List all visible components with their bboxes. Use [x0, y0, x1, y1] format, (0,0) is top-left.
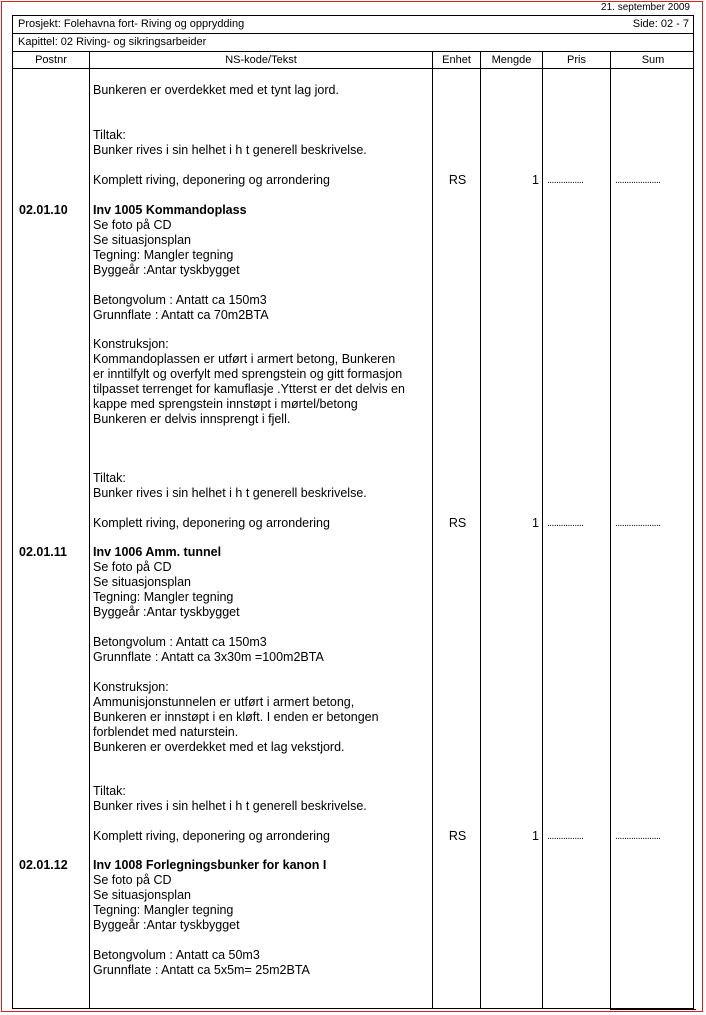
item-line: Kommandoplassen er utført i armert betong, Bunkeren: [93, 352, 396, 366]
column-header-sum: Sum: [641, 54, 665, 66]
item-line: Byggeår :Antar tyskbygget: [93, 263, 240, 277]
column-divider: [542, 52, 543, 1008]
intro-text: Bunkeren er overdekket med et tynt lag jord.: [93, 83, 339, 97]
sum-field: ....................: [615, 518, 661, 529]
column-header-postnr: Postnr: [35, 54, 67, 66]
item-line: Konstruksjon:: [93, 337, 169, 351]
price-field: ................: [547, 831, 584, 842]
line-item-text: Komplett riving, deponering og arrondering: [93, 829, 330, 843]
header-divider: [13, 33, 693, 34]
item-line: tilpasset terrenget for kamuflasje .Ytterst er det delvis en: [93, 382, 405, 396]
item-line: Bunkeren er overdekket med et lag vekstjord.: [93, 740, 345, 754]
page-number: Side: 02 - 7: [632, 18, 689, 30]
project-label: Prosjekt: Folehavna fort- Riving og opprydding: [18, 18, 245, 30]
item-line: Grunnflate : Antatt ca 3x30m =100m2BTA: [93, 650, 324, 664]
item-title: Inv 1008 Forlegningsbunker for kanon I: [93, 858, 327, 872]
item-line: Se foto på CD: [93, 218, 172, 232]
item-line: Grunnflate : Antatt ca 5x5m= 25m2BTA: [93, 963, 310, 977]
item-title: Inv 1005 Kommandoplass: [93, 203, 247, 217]
quantity-value: 1: [532, 173, 539, 187]
item-title: Inv 1006 Amm. tunnel: [93, 545, 222, 559]
item-line: kappe med sprengstein innstøpt i mørtel/betong: [93, 397, 358, 411]
item-line: Tegning: Mangler tegning: [93, 248, 234, 262]
item-line: Se situasjonsplan: [93, 575, 191, 589]
column-header-mengde: Mengde: [491, 54, 532, 66]
tiltak-text: Bunker rives i sin helhet i h t generell beskrivelse.: [93, 486, 367, 500]
column-divider: [610, 52, 611, 1008]
document-header: [12, 15, 694, 52]
document-date: 21. september 2009: [601, 2, 690, 13]
line-item-text: Komplett riving, deponering og arrondering: [93, 516, 330, 530]
item-postnr: 02.01.10: [19, 203, 68, 217]
quantity-value: 1: [532, 829, 539, 843]
item-line: Byggeår :Antar tyskbygget: [93, 918, 240, 932]
column-header-ns: NS-kode/Tekst: [225, 54, 297, 66]
sum-field: ....................: [615, 175, 661, 186]
quantity-value: 1: [532, 516, 539, 530]
item-line: Se situasjonsplan: [93, 888, 191, 902]
item-postnr: 02.01.11: [19, 545, 67, 559]
price-field: ................: [547, 175, 584, 186]
price-field: ................: [547, 518, 584, 529]
unit-value: RS: [448, 829, 467, 843]
item-line: Betongvolum : Antatt ca 150m3: [93, 293, 267, 307]
sum-field: ....................: [615, 831, 661, 842]
tiltak-text: Bunker rives i sin helhet i h t generell beskrivelse.: [93, 143, 367, 157]
tiltak-label: Tiltak:: [93, 128, 126, 142]
item-line: Bunkeren er innstøpt i en kløft. I enden er betongen: [93, 710, 379, 724]
tiltak-text: Bunker rives i sin helhet i h t generell beskrivelse.: [93, 799, 367, 813]
item-line: forblendet med naturstein.: [93, 725, 239, 739]
item-line: Ammunisjonstunnelen er utført i armert betong,: [93, 695, 355, 709]
item-line: Konstruksjon:: [93, 680, 169, 694]
column-header-enhet: Enhet: [442, 54, 471, 66]
item-line: Grunnflate : Antatt ca 70m2BTA: [93, 308, 269, 322]
item-line: Tegning: Mangler tegning: [93, 903, 234, 917]
item-line: Betongvolum : Antatt ca 150m3: [93, 635, 267, 649]
column-header-pris: Pris: [567, 54, 586, 66]
item-line: Betongvolum : Antatt ca 50m3: [93, 948, 260, 962]
item-postnr: 02.01.12: [19, 858, 68, 872]
item-line: er inntilfylt og overfylt med sprengstein og gitt formasjon: [93, 367, 403, 381]
item-line: Tegning: Mangler tegning: [93, 590, 234, 604]
item-line: Se foto på CD: [93, 873, 172, 887]
line-item-text: Komplett riving, deponering og arrondering: [93, 173, 330, 187]
item-line: Se foto på CD: [93, 560, 172, 574]
item-line: Byggeår :Antar tyskbygget: [93, 605, 240, 619]
column-divider: [432, 52, 433, 1008]
item-table: [12, 51, 694, 1009]
header-rule: [13, 68, 693, 69]
tiltak-label: Tiltak:: [93, 784, 126, 798]
item-line: Se situasjonsplan: [93, 233, 191, 247]
footer-rule: [610, 1009, 696, 1010]
column-divider: [89, 52, 90, 1008]
tiltak-label: Tiltak:: [93, 471, 126, 485]
item-line: Bunkeren er delvis innsprengt i fjell.: [93, 412, 291, 426]
unit-value: RS: [448, 173, 467, 187]
unit-value: RS: [448, 516, 467, 530]
chapter-label: Kapittel: 02 Riving- og sikringsarbeider: [18, 36, 207, 48]
